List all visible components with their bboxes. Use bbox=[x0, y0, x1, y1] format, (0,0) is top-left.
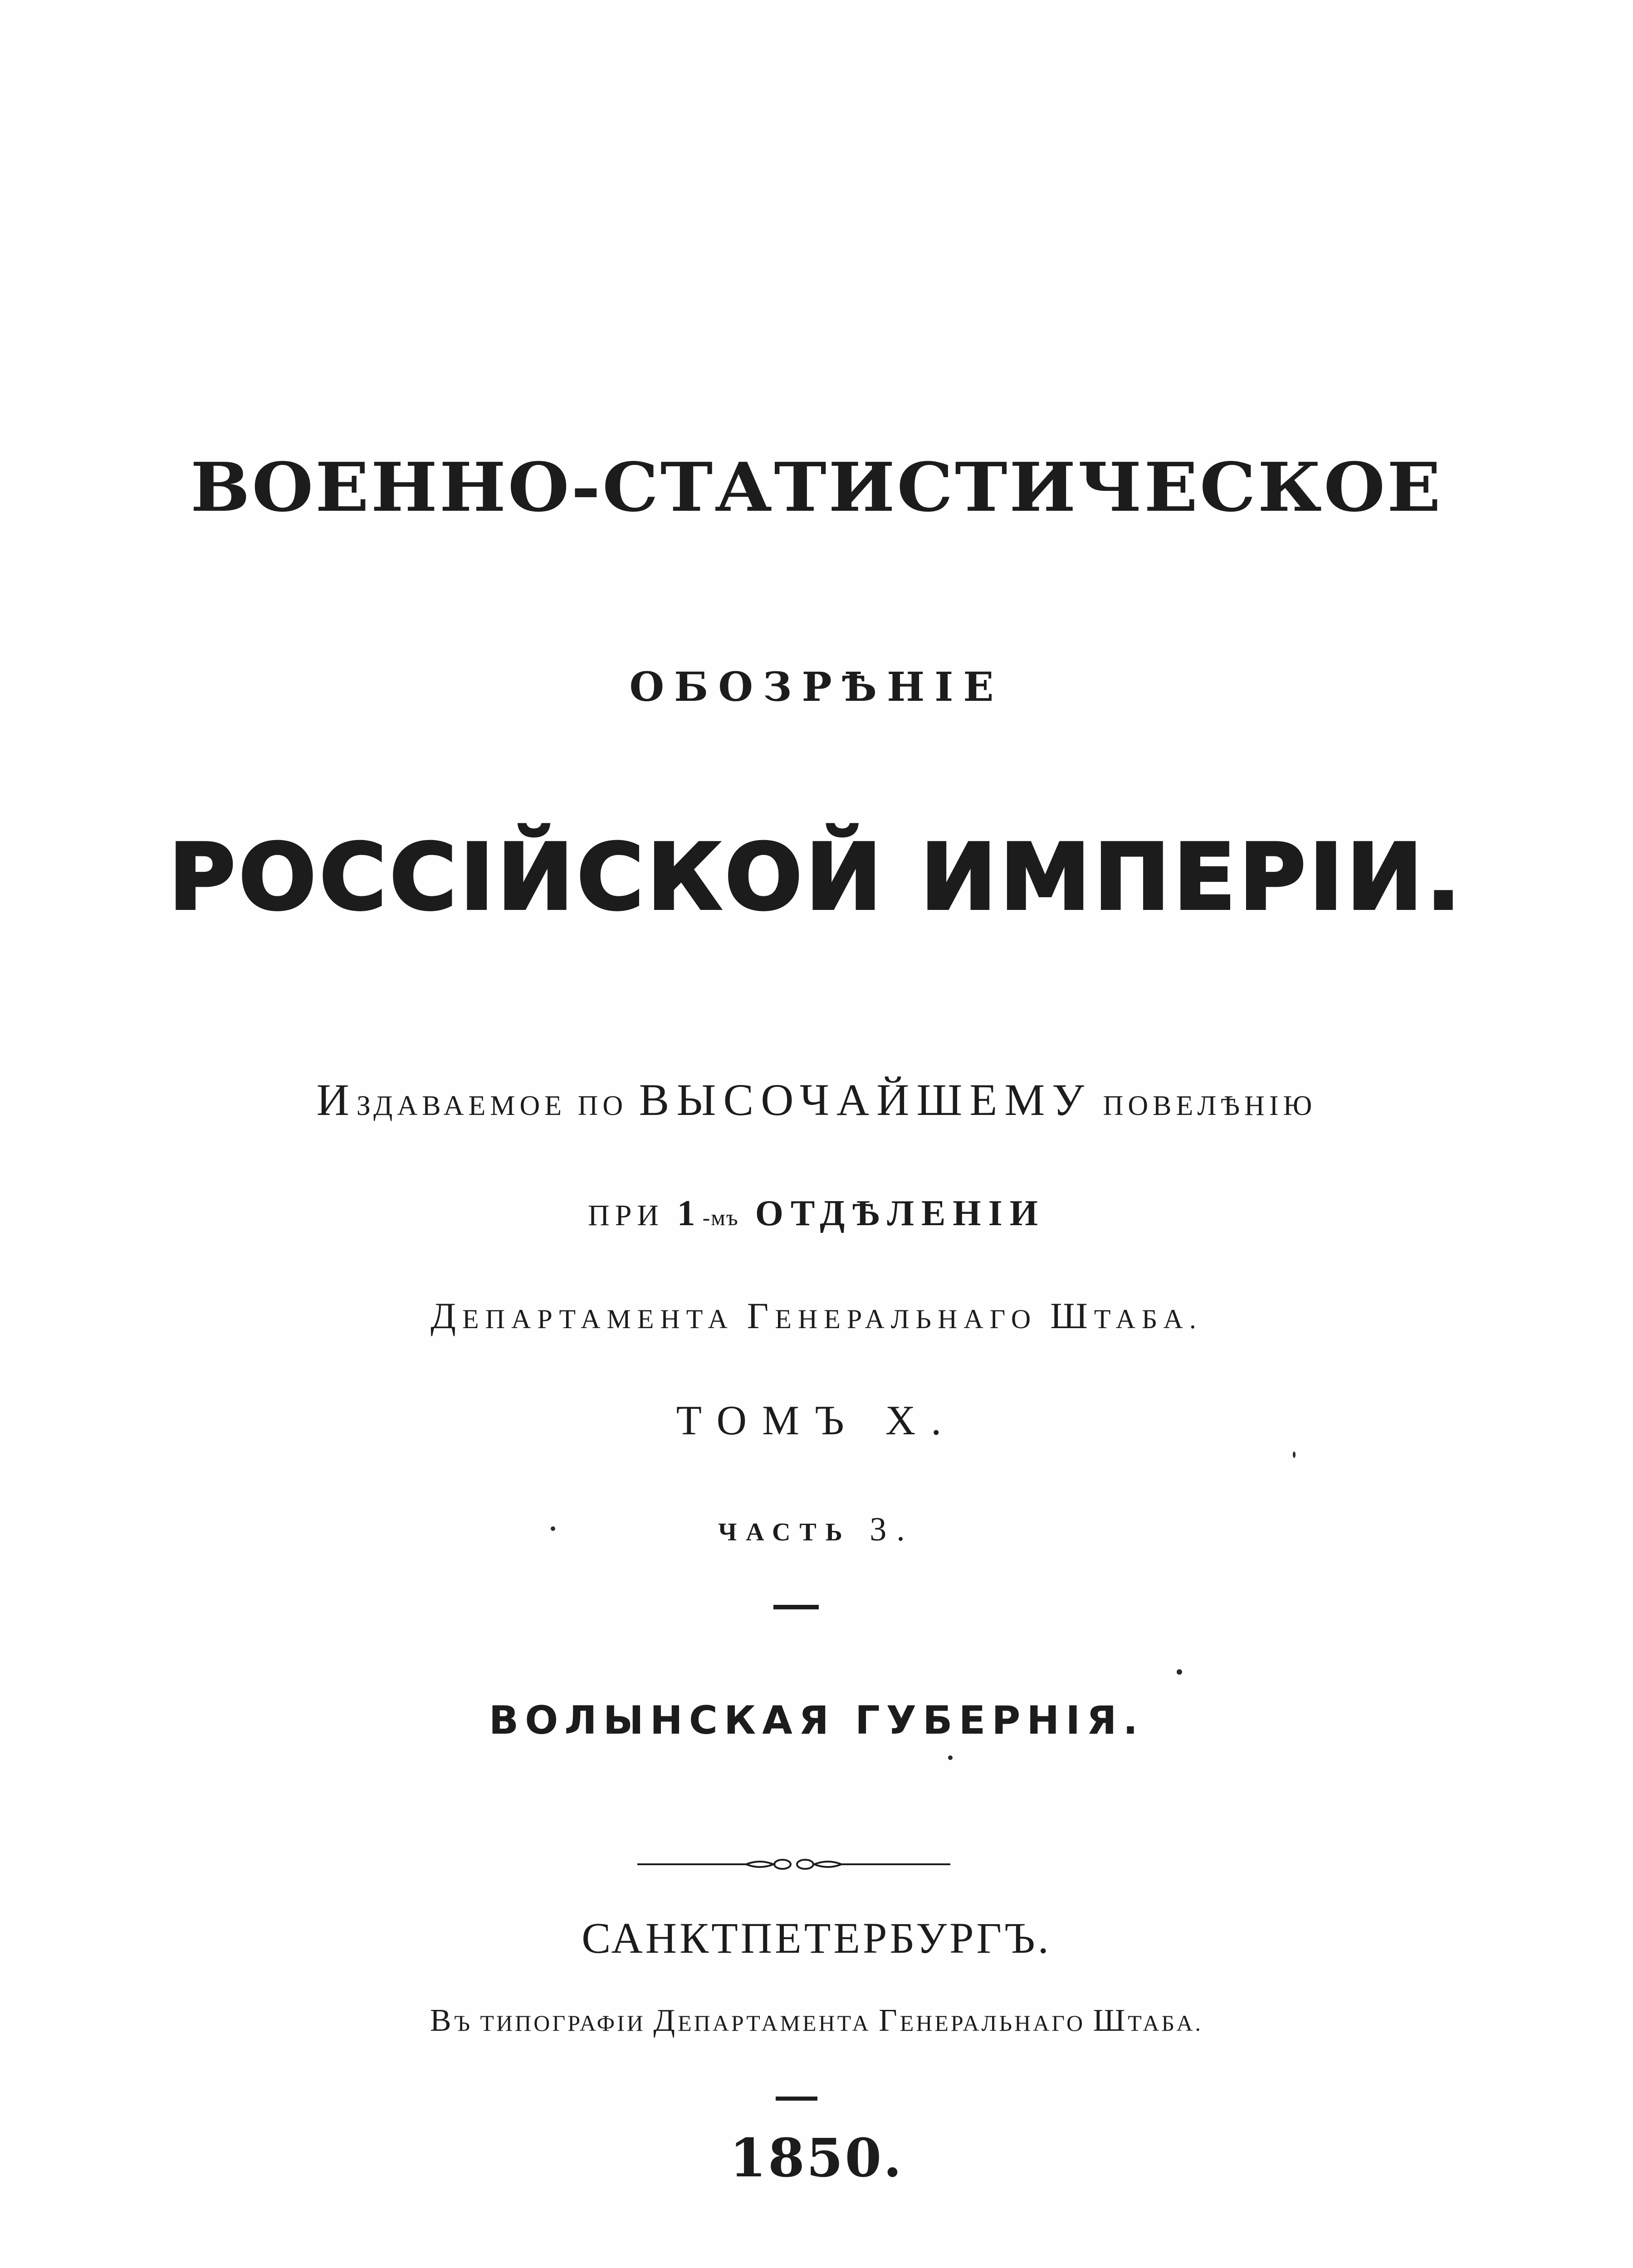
g-capital: Г bbox=[879, 2003, 900, 2038]
g-rest: ЕНЕРАЛЬНАГО bbox=[900, 2010, 1093, 2036]
s-capital: Ш bbox=[1093, 2003, 1128, 2038]
part-number: 3. bbox=[851, 1511, 915, 1548]
ink-speck bbox=[948, 1755, 953, 1760]
dep-capital: Д bbox=[430, 1295, 463, 1336]
section-word: ОТДѢЛЕНІИ bbox=[738, 1193, 1045, 1233]
highest-word: ВЫСОЧАЙШЕМУ bbox=[639, 1075, 1092, 1125]
ink-speck bbox=[1177, 1669, 1182, 1675]
title-line-1: ВОЕННО-СТАТИСТИЧЕСКОЕ bbox=[190, 448, 1443, 527]
publisher-line-1 bbox=[0, 1077, 1633, 1123]
part-line bbox=[0, 1513, 1633, 1546]
dep-rest: ЕПАРТАМЕНТА bbox=[462, 1304, 747, 1334]
section-suffix: -мъ bbox=[702, 1205, 739, 1230]
ink-speck bbox=[1293, 1452, 1296, 1458]
imprint-year: 1850. bbox=[729, 2127, 904, 2189]
v-rest: Ъ ТИПОГРАФІИ bbox=[454, 2010, 654, 2036]
title-line-2: ОБОЗРѢНІЕ bbox=[629, 663, 1004, 710]
izd-capital: И bbox=[316, 1075, 357, 1125]
volume-line: ТОМЪ X. bbox=[676, 1397, 957, 1443]
d-rest: ЕПАРТАМЕНТА bbox=[678, 2010, 879, 2036]
s-rest: ТАБА. bbox=[1128, 2010, 1203, 2036]
ornament-divider bbox=[637, 1855, 950, 1873]
command-word: ПОВЕЛѢНІЮ bbox=[1091, 1090, 1317, 1121]
d-capital: Д bbox=[653, 2003, 678, 2038]
divider-dash-2 bbox=[776, 2097, 817, 2101]
imprint-press bbox=[0, 2005, 1633, 2037]
v-capital: В bbox=[430, 2003, 454, 2038]
title-line-3: РОССІЙСКОЙ ИМПЕРІИ. bbox=[168, 825, 1464, 930]
ink-speck bbox=[551, 1526, 555, 1531]
section-number: 1 bbox=[677, 1193, 703, 1233]
publisher-line-3 bbox=[0, 1297, 1633, 1334]
publisher-line-2 bbox=[0, 1195, 1633, 1232]
gen-capital: Г bbox=[747, 1295, 775, 1336]
gen-rest: ЕНЕРАЛЬНАГО bbox=[775, 1304, 1051, 1334]
sht-rest: ТАБА. bbox=[1094, 1304, 1203, 1334]
pri-word: ПРИ bbox=[588, 1199, 677, 1232]
part-word: ЧАСТЬ bbox=[718, 1518, 851, 1546]
izd-rest: ЗДАВАЕМОЕ ПО bbox=[356, 1090, 639, 1121]
divider-dash bbox=[773, 1605, 819, 1609]
sht-capital: Ш bbox=[1050, 1295, 1094, 1336]
subtitle: ВОЛЫНСКАЯ ГУБЕРНІЯ. bbox=[489, 1698, 1144, 1743]
imprint-city: САНКТПЕТЕРБУРГЪ. bbox=[582, 1914, 1051, 1962]
